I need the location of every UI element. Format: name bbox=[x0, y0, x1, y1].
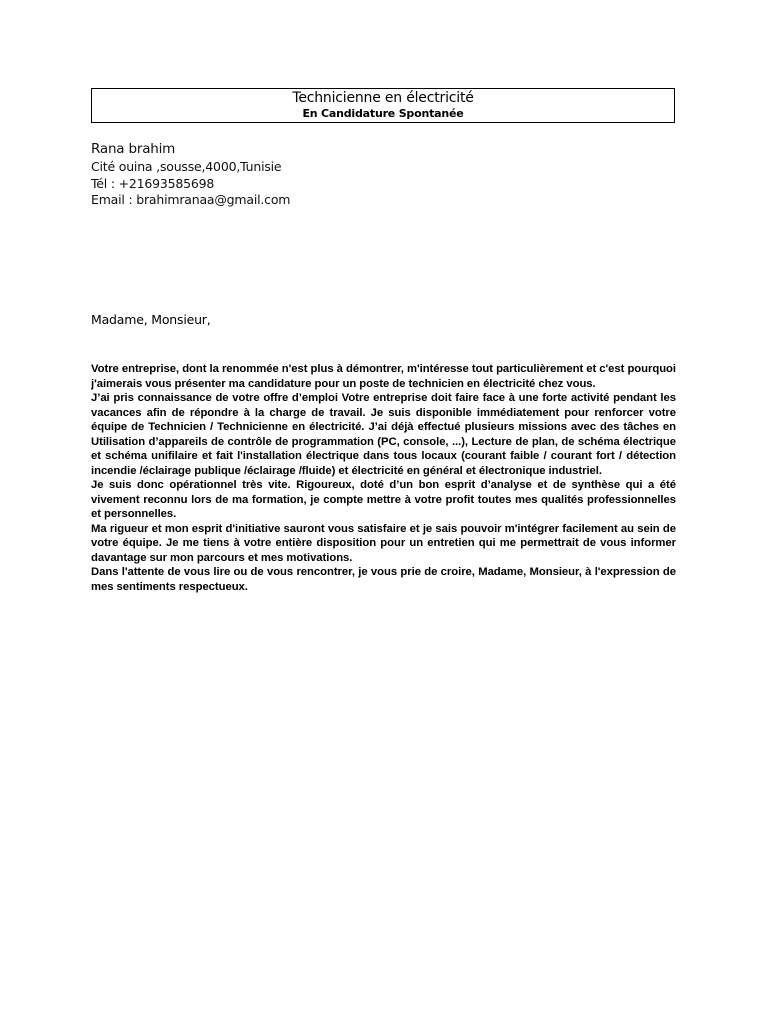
letter-paragraph: Ma rigueur et mon esprit d'initiative sauront vous satisfaire et je sais pouvoir m'intégrer facilement au sein de votre équipe. Je me tiens à votre entière disposition pour un entretien qui me permettrait de vous informer davantage sur mon parcours et mes motivations. bbox=[91, 522, 676, 564]
salutation: Madame, Monsieur, bbox=[91, 312, 211, 327]
letter-paragraph: Dans l'attente de vous lire ou de vous rencontrer, je vous prie de croire, Madame, Monsieur, à l'expression de mes sentiments respectueux. bbox=[91, 566, 676, 593]
letter-paragraph: J’ai pris connaissance de votre offre d’emploi Votre entreprise doit faire face à une forte activité pendant les vacances afin de répondre à la charge de travail. Je suis disponible immédiatement pour renforcer votre équipe de Technicien / Technicienne en électricité. J’ai déjà effectué plusieurs missions avec des tâches en Utilisation d’appareils de contrôle de programmation (PC, console, ...), Lecture de plan, de schéma électrique et schéma unifilaire et fait l'installation électrique dans tous locaux (courant faible / courant fort / détection incendie /éclairage publique /éclairage /fluide) et électricité en général et électronique industriel. bbox=[91, 392, 676, 477]
letter-paragraph: Je suis donc opérationnel très vite. Rigoureux, doté d’un bon esprit d’analyse et de synthèse qui a été vivement reconnu lors de ma formation, je compte mettre à votre profit toutes mes qualités professionnelles et personnelles. bbox=[91, 479, 676, 520]
sender-address: Cité ouina ,sousse,4000,Tunisie bbox=[91, 159, 282, 174]
letter-body bbox=[91, 362, 676, 594]
document-title: Technicienne en électricité bbox=[292, 90, 474, 106]
sender-block bbox=[91, 140, 290, 209]
document-subtitle: En Candidature Spontanée bbox=[302, 107, 464, 120]
sender-phone: Tél : +21693585698 bbox=[91, 175, 215, 191]
letter-paragraph: Votre entreprise, dont la renommée n'est plus à démontrer, m'intéresse tout particulièrement et c'est pourquoi j'aimerais vous présenter ma candidature pour un poste de technicien en électricité chez vous. bbox=[91, 363, 676, 390]
sender-email: Email : brahimranaa@gmail.com bbox=[91, 192, 291, 207]
sender-name: Rana brahim bbox=[91, 141, 176, 157]
title-box bbox=[91, 88, 675, 123]
